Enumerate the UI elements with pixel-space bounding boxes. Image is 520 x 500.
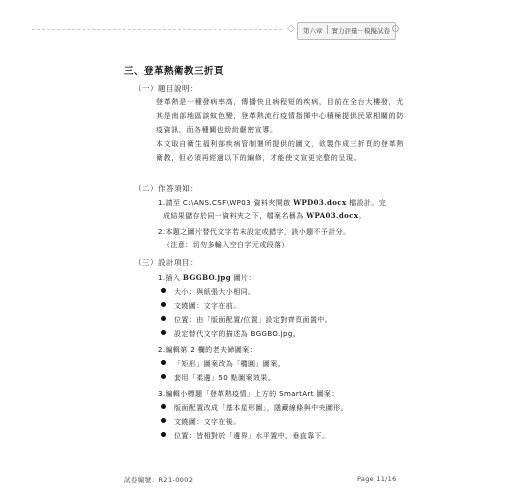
instruction-item-2: 2.本題之圖片替代文字若未設定或錯字，該小題不予計分。: [158, 228, 351, 236]
bullet-text: 位置：皆相對於「邊界」水平置中、垂直靠下。: [174, 432, 330, 440]
bullet-text: 大小：與紙張大小相同。: [174, 288, 256, 296]
exam-id-footer: 試卷編號：R21-0002: [124, 476, 194, 484]
section-title: 三、登革熱衛教三折頁: [124, 66, 225, 77]
instruction-1-text-b: 檔設計。完: [346, 199, 387, 207]
subheading-instructions: （二）作答須知：: [134, 184, 198, 193]
instruction-item-1: [158, 197, 386, 209]
bullet-icon: [161, 316, 166, 321]
design-1-bullet-1: [161, 286, 255, 298]
instruction-1-save-file: WPA03.docx: [306, 211, 359, 220]
bullet-text: 文繞圖：文字在後。: [174, 418, 241, 426]
design-item-1: [158, 272, 256, 284]
design-1-text-b: 圖片：: [231, 274, 256, 282]
bullet-icon: [161, 418, 166, 423]
design-item-2: 2.編輯第 2 欄的老夫婦圖案：: [158, 346, 257, 354]
design-item-3: 3.編輯小標題「登革熱疫情」上方的 SmartArt 圖案：: [158, 390, 339, 398]
description-text-2: 本文取自衛生福利部疾病管制署所提供的圖文，欲製作成三折頁的登革熱衛教，但必須再經過以下的編修，才能使文宣更完整的呈現。: [156, 140, 404, 162]
design-1-text-a: 1.插入: [158, 274, 183, 282]
design-1-bullet-2: [161, 300, 241, 312]
page-number-footer: Page 11/16: [357, 475, 397, 483]
bullet-icon: [161, 374, 166, 379]
instruction-item-1-cont: [163, 210, 366, 222]
design-3-bullet-3: [161, 430, 329, 442]
design-1-bullet-3: [161, 314, 332, 326]
chapter-number: 第六章: [303, 27, 323, 35]
design-3-bullet-1: [161, 402, 348, 414]
description-paragraph-1: [156, 96, 404, 137]
bullet-icon: [161, 360, 166, 365]
chapter-title: 實力評量－模擬試卷: [331, 27, 390, 35]
description-text-1: 登革熱是一種發病率高，傳播快且病程短的疾病，目前在全台大樓發，尤其是南部地區談蚊色變，登革熱流行疫情指揮中心積極提供民眾相關的防疫資訊，而各種關也紛紛嚴密宣導。: [156, 98, 404, 134]
instruction-item-2-note: （注意：切勿多輸入空白字元或段落）: [163, 241, 289, 249]
bullet-icon: [161, 330, 166, 335]
design-1-bullet-4: [161, 328, 300, 340]
bullet-icon: [161, 404, 166, 409]
design-1-image-file: BGGBO.jpg: [182, 273, 232, 282]
bullet-text: 套用「柔邊」50 點圖案效果。: [174, 374, 276, 382]
design-3-bullet-2: [161, 416, 241, 428]
bullet-text: 「矩形」圖案改為「橢圓」圖案。: [174, 360, 285, 368]
chapter-separator: [327, 25, 328, 34]
design-2-bullet-1: [161, 358, 285, 370]
header-diamond-icon: ◇: [287, 23, 295, 34]
bullet-text: 設定替代文字的描述為 BGGBO.jpg。: [174, 330, 301, 338]
instruction-1-text-a: 1.請至 C:\ANS.CSF\WP03 資料夾開啟: [158, 199, 294, 207]
instruction-1-text-d: 。: [358, 212, 366, 220]
bullet-text: 位置：由「版面配置/位置」設定對齊頁面置中。: [174, 316, 333, 324]
header-dot-icon: [392, 25, 399, 32]
header-divider: [32, 29, 282, 30]
bullet-icon: [161, 288, 166, 293]
bullet-text: 版面配置改成「基本星形圖」，隱藏線條與中央圖形。: [174, 404, 349, 412]
bullet-icon: [161, 432, 166, 437]
instruction-1-open-file: WPD03.docx: [293, 198, 347, 207]
bullet-text: 文繞圖：文字在前。: [174, 302, 241, 310]
instruction-1-text-c: 成結果儲存於同一資料夾之下，檔案名稱為: [163, 212, 307, 220]
subheading-design-items: （三）設計項目：: [134, 258, 198, 267]
chapter-header-tab: [297, 22, 396, 40]
description-paragraph-2: [156, 138, 404, 166]
bullet-icon: [161, 302, 166, 307]
subheading-description: （一）題目說明：: [134, 84, 198, 93]
design-2-bullet-2: [161, 372, 275, 384]
